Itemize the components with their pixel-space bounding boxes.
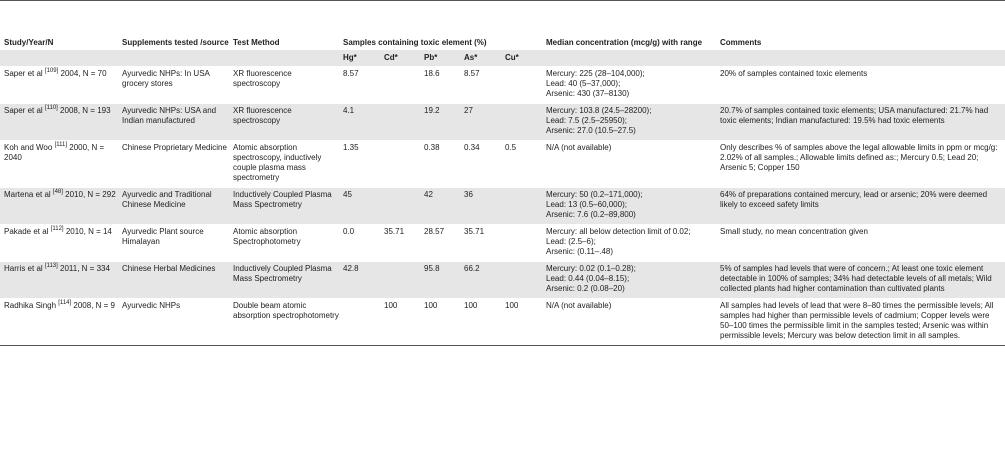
study-author: Saper et al (4, 69, 45, 78)
comments-cell: 20% of samples contained toxic elements (720, 69, 868, 78)
median-line: Mercury: 225 (28–104,000); (546, 69, 645, 78)
median-cell (542, 299, 716, 346)
study-year-n: 2010, N = 14 (63, 227, 112, 236)
study-year-n: 2004, N = 70 (58, 69, 107, 78)
cd-cell (380, 262, 420, 299)
hg-cell: 42.8 (339, 262, 380, 299)
cd-cell (380, 104, 420, 141)
study-year-n: 2000, N = 2040 (4, 143, 105, 162)
study-author: Harris et al (4, 264, 45, 273)
study-author: Martena et al (4, 190, 53, 199)
study-year-n: 2011, N = 334 (57, 264, 110, 273)
method-cell: XR fluorescence spectroscopy (233, 69, 292, 88)
cu-cell (501, 262, 542, 299)
study-reference: [113] (44, 263, 58, 269)
subheader-empty (0, 50, 118, 67)
table-row (0, 299, 1005, 346)
hg-cell: 1.35 (343, 143, 359, 152)
median-line: N/A (not available) (546, 301, 612, 310)
supplements-cell: Ayurvedic and Traditional Chinese Medicine (118, 188, 229, 225)
supplements-cell: Chinese Herbal Medicines (118, 262, 229, 299)
cu-cell (501, 225, 542, 262)
supplements-cell: Ayurvedic NHPs: In USA grocery stores (122, 69, 210, 88)
table-row (0, 225, 1005, 262)
study-cell (0, 104, 118, 141)
header-method: Test Method (229, 1, 339, 51)
subheader-hg: Hg* (339, 50, 380, 67)
study-reference: [114] (58, 300, 72, 306)
table-row (0, 262, 1005, 299)
supplements-cell: Ayurvedic NHPs (122, 301, 181, 310)
median-cell (542, 225, 716, 262)
median-line: Lead: 13 (0.5–60,000); (546, 200, 627, 209)
median-cell (542, 141, 716, 188)
median-line: Mercury: 50 (0.2–171,000); (546, 190, 643, 199)
cd-cell (380, 67, 420, 104)
comments-cell: Only describes % of samples above the legal allowable limits in ppm or mcg/g: 2.02% of all samples.; Allowable limits defined as:; Mercury 0.5; Lead 20; Arsenic 5; Copper 150 (720, 143, 998, 172)
study-cell (0, 141, 118, 188)
comments-cell: 5% of samples had levels that were of concern.; At least one toxic element detectable in 100% of samples; 34% had detectable levels of all metals; Wild collected plants had higher contamination than cultivated plants (716, 262, 1005, 299)
as-cell: 8.57 (464, 69, 480, 78)
subheader-pb: Pb* (420, 50, 460, 67)
hg-cell: 4.1 (339, 104, 380, 141)
table-row (0, 104, 1005, 141)
median-cell (542, 104, 716, 141)
subheader-cu: Cu* (501, 50, 542, 67)
subheader-empty (542, 50, 716, 67)
subheader-cd: Cd* (380, 50, 420, 67)
hg-cell: 45 (339, 188, 380, 225)
header-supplements: Supplements tested /source (118, 1, 229, 51)
median-line: Mercury: all below detection limit of 0.02; (546, 227, 691, 236)
median-line: Mercury: 103.8 (24.5–28200); (546, 106, 652, 115)
cu-cell: 0.5 (505, 143, 517, 152)
as-cell: 66.2 (460, 262, 501, 299)
header-comments: Comments (716, 1, 1005, 51)
study-reference: [112] (50, 226, 64, 232)
cd-cell: 35.71 (384, 227, 405, 236)
as-cell: 35.71 (464, 227, 485, 236)
table-row (0, 141, 1005, 188)
comments-cell: All samples had levels of lead that were 8–80 times the permissible levels; All samples had higher than permissible levels of cadmium; Copper levels were 50–100 times the permissible limit in the samples tested; Arsenic was within permissible levels; Mercury was below detection limit in all samples. (720, 301, 994, 340)
study-author: Pakade et al (4, 227, 51, 236)
method-cell: Double beam atomic absorption spectrophotometry (233, 301, 339, 320)
header-samples: Samples containing toxic element (%) (339, 1, 542, 51)
median-cell (542, 67, 716, 104)
cu-cell (501, 67, 542, 104)
median-line: Lead: 0.44 (0.04–8.15); (546, 274, 630, 283)
as-cell: 100 (464, 301, 478, 310)
as-cell: 27 (460, 104, 501, 141)
study-reference: [111] (54, 142, 68, 148)
median-line: Arsenic: (0.11–.48) (546, 247, 614, 256)
median-cell (542, 262, 716, 299)
pb-cell: 95.8 (420, 262, 460, 299)
median-line: Arsenic: 7.6 (0.2–89,800) (546, 210, 636, 219)
pb-cell: 100 (424, 301, 438, 310)
median-line: Lead: 40 (5–37,000); (546, 79, 621, 88)
study-reference: [110] (44, 105, 58, 111)
subheader-empty (716, 50, 1005, 67)
study-cell (0, 188, 118, 225)
study-year-n: 2008, N = 193 (57, 106, 111, 115)
method-cell: Inductively Coupled Plasma Mass Spectrometry (229, 262, 339, 299)
median-line: Arsenic: 0.2 (0.08–20) (546, 284, 625, 293)
supplements-cell: Ayurvedic Plant source Himalayan (122, 227, 204, 246)
pb-cell: 28.57 (424, 227, 445, 236)
median-line: N/A (not available) (546, 143, 612, 152)
method-cell: Atomic absorption spectroscopy, inductively couple plasma mass spectrometry (233, 143, 322, 182)
study-year-n: 2008, N = 9 (71, 301, 115, 310)
header-median: Median concentration (mcg/g) with range (542, 1, 716, 51)
median-line: Lead: 7.5 (2.5–25950); (546, 116, 627, 125)
method-cell: Inductively Coupled Plasma Mass Spectrometry (229, 188, 339, 225)
subheader-as: As* (460, 50, 501, 67)
comments-cell: Small study, no mean concentration given (720, 227, 868, 236)
method-cell: Atomic absorption Spectrophotometry (233, 227, 301, 246)
table-row (0, 188, 1005, 225)
header-study: Study/Year/N (0, 1, 118, 51)
study-author: Koh and Woo (4, 143, 55, 152)
as-cell: 0.34 (464, 143, 480, 152)
comments-cell: 20.7% of samples contained toxic elements; USA manufactured: 21.7% had toxic elements; Indian manufactured: 19.5% had toxic elements (716, 104, 1005, 141)
comments-cell: 64% of preparations contained mercury, lead or arsenic; 20% were deemed likely to exceed safety limits (716, 188, 1005, 225)
cd-cell: 100 (384, 301, 398, 310)
pb-cell: 42 (420, 188, 460, 225)
study-author: Saper et al (4, 106, 45, 115)
median-line: Arsenic: 430 (37–8130) (546, 89, 630, 98)
as-cell: 36 (460, 188, 501, 225)
hg-cell: 8.57 (343, 69, 359, 78)
median-line: Arsenic: 27.0 (10.5–27.5) (546, 126, 636, 135)
cu-cell: 100 (505, 301, 519, 310)
median-line: Lead: (2.5–6); (546, 237, 596, 246)
study-cell (0, 262, 118, 299)
median-cell (542, 188, 716, 225)
pb-cell: 18.6 (424, 69, 440, 78)
study-author: Radhika Singh (4, 301, 59, 310)
table-body (0, 67, 1005, 346)
median-line: Mercury: 0.02 (0.1–0.28); (546, 264, 636, 273)
subheader-empty (118, 50, 229, 67)
pb-cell: 0.38 (424, 143, 440, 152)
study-cell (0, 67, 118, 104)
supplements-cell: Ayurvedic NHPs: USA and Indian manufactured (118, 104, 229, 141)
table-row (0, 67, 1005, 104)
study-cell (0, 225, 118, 262)
hg-cell (339, 299, 380, 346)
cd-cell (380, 188, 420, 225)
cu-cell (501, 104, 542, 141)
method-cell: XR fluorescence spectroscopy (229, 104, 339, 141)
pb-cell: 19.2 (420, 104, 460, 141)
study-year-n: 2010, N = 292 (62, 190, 116, 199)
study-reference: [48] (52, 189, 63, 195)
cd-cell (380, 141, 420, 188)
hg-cell: 0.0 (343, 227, 355, 236)
study-reference: [109] (44, 68, 59, 74)
cu-cell (501, 188, 542, 225)
subheader-empty (229, 50, 339, 67)
supplements-cell: Chinese Proprietary Medicine (122, 143, 227, 152)
study-cell (0, 299, 118, 346)
